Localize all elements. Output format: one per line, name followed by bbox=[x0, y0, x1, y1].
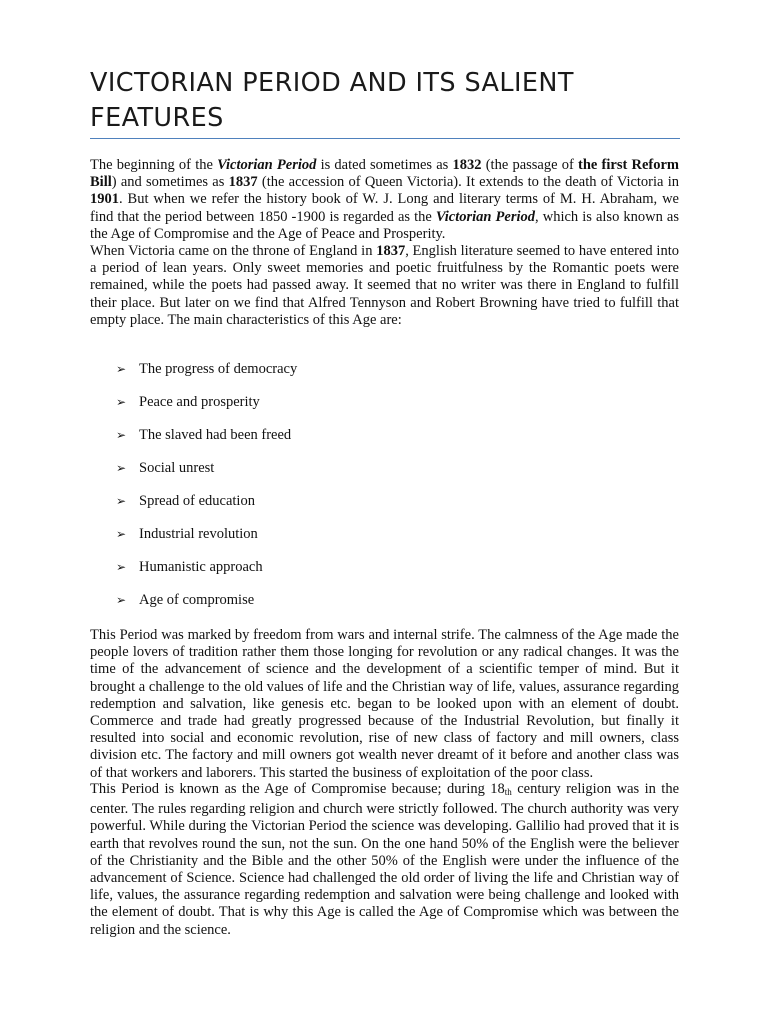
list-item-text: The slaved had been freed bbox=[139, 427, 292, 443]
list-item bbox=[116, 493, 297, 526]
title-underline bbox=[90, 138, 680, 139]
victoria-paragraph bbox=[90, 243, 679, 329]
bold-year: 1832 bbox=[452, 157, 482, 173]
text-run: The beginning of the bbox=[90, 157, 218, 173]
list-item bbox=[116, 460, 297, 493]
text-run: . But when we refer the history book of W. J. Long and literary terms of M. H. Abraham, we find that the period between 1850 -1900 is regarded as the bbox=[90, 191, 679, 225]
arrow-bullet-icon: ➢ bbox=[116, 428, 127, 442]
arrow-bullet-icon: ➢ bbox=[116, 362, 127, 376]
text-run: , which is also known as the Age of Compromise and the Age of Peace and Prosperity. bbox=[90, 208, 679, 242]
text-run: , English literature seemed to have entered into a period of lean years. Only sweet memories and poetic fruitfulness by the Romantic poets were remained, while the poets had passed away. It seemed that no writer was there in England to fulfill their place. But later on we find that Alfred Tennyson and Robert Browning have tried to fulfill that empty place. The main characteristics of this Age are: bbox=[90, 243, 679, 328]
list-item bbox=[116, 592, 297, 625]
arrow-bullet-icon: ➢ bbox=[116, 494, 127, 508]
list-item-text: Spread of education bbox=[139, 493, 255, 509]
ordinal-suffix: th bbox=[504, 787, 512, 797]
arrow-bullet-icon: ➢ bbox=[116, 395, 127, 409]
text-run: is dated sometimes as bbox=[316, 157, 453, 173]
page-title: VICTORIAN PERIOD AND ITS SALIENT FEATURES bbox=[90, 68, 574, 133]
list-item bbox=[116, 526, 297, 559]
list-item-text: Humanistic approach bbox=[139, 559, 263, 575]
bold-year: 1837 bbox=[228, 174, 258, 191]
bold-term: the first Reform Bill bbox=[90, 157, 679, 191]
list-item bbox=[116, 559, 297, 592]
bold-italic-term: Victorian Period bbox=[435, 208, 536, 225]
list-item bbox=[116, 427, 297, 460]
text-run: (the passage of bbox=[481, 157, 579, 173]
freedom-paragraph: This Period was marked by freedom from wars and internal strife. The calmness of the Age made the people lovers of tradition rather them those longing for revolution or any radical changes. It was the time of the advancement of science and the development of a scientific temper of mind. But it brought a challenge to the old values of life and the Christian way of life, values, assurance regarding redemption and salvation, like genesis etc. began to be looked upon with an element of doubt. Commerce and trade had greatly progressed because of the Industrial Revolution, but finally it resulted into social and economic revolution, rise of new class of factory and mill owners, class division etc. The factory and mill owners got wealth never dreamt of it before and another class was of that workers and laborers. This started the business of exploitation of the poor class. bbox=[90, 627, 679, 781]
list-item-text: Industrial revolution bbox=[139, 526, 258, 542]
compromise-paragraph bbox=[90, 781, 679, 939]
text-run: When Victoria came on the throne of England in bbox=[90, 243, 377, 259]
features-list bbox=[116, 361, 297, 625]
text-run: This Period is known as the Age of Compromise because; during 18 bbox=[90, 781, 505, 797]
list-item-text: Age of compromise bbox=[139, 592, 255, 608]
text-run: (the accession of Queen Victoria). It extends to the death of Victoria in bbox=[257, 174, 680, 191]
text-run: ) and sometimes as bbox=[111, 174, 229, 191]
bold-year: 1837 bbox=[376, 243, 406, 259]
arrow-bullet-icon: ➢ bbox=[116, 560, 127, 574]
arrow-bullet-icon: ➢ bbox=[116, 593, 127, 607]
list-item-text: Social unrest bbox=[139, 460, 215, 476]
text-run: century religion was in the center. The rules regarding religion and church were strictly followed. The church authority was very powerful. While during the Victorian Period the science was developing. Gallilio had proved that it is earth that revolves round the sun, not the sun. On the one hand 50% of the English were the believer of the Christianity and the Bible and the other 50% of the English were under the influence of the advancement of Science. Science had challenged the old order of living the life and Christian way of life, values, the assurance regarding redemption and salvation were being challenge and looked with the element of doubt. That is why this Age is called the Age of Compromise which was between the religion and the science. bbox=[90, 781, 679, 938]
list-item bbox=[116, 394, 297, 427]
arrow-bullet-icon: ➢ bbox=[116, 527, 127, 541]
intro-paragraph bbox=[90, 157, 679, 243]
bold-italic-term: Victorian Period bbox=[217, 157, 317, 173]
bold-year: 1901 bbox=[90, 191, 119, 208]
list-item-text: Peace and prosperity bbox=[139, 394, 260, 410]
arrow-bullet-icon: ➢ bbox=[116, 461, 127, 475]
list-item bbox=[116, 361, 297, 394]
list-item-text: The progress of democracy bbox=[139, 361, 298, 377]
